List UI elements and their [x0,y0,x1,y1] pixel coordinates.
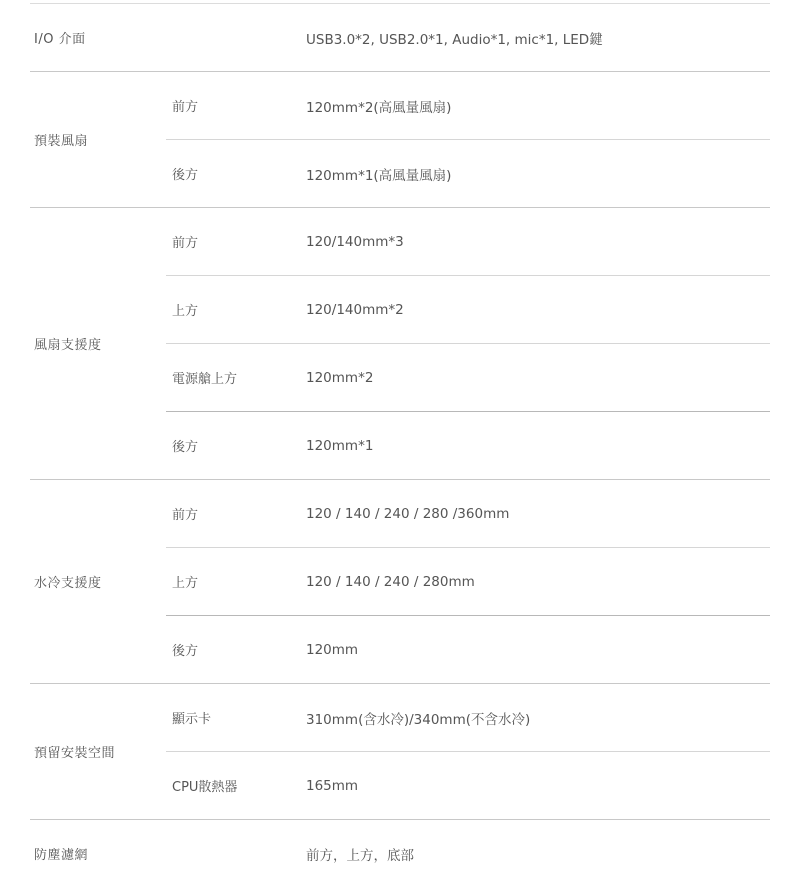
spec-row [166,343,770,411]
category-label: 預裝風扇 [34,134,89,149]
spec-value: 120/140mm*3 [306,233,404,250]
spec-value: 120/140mm*2 [306,301,404,318]
spec-section-dust-filter [30,819,770,887]
sub-label: 電源艙上方 [172,372,238,387]
spec-row [166,208,770,275]
spec-row [166,684,770,751]
spec-value: 120 / 140 / 240 / 280mm [306,573,475,590]
spec-row [166,820,770,887]
spec-value: 120mm*2(高風量風扇) [306,99,452,116]
sub-label: 後方 [172,440,199,455]
spec-rows [166,72,770,207]
spec-rows [166,208,770,479]
spec-section-preinstalled-fans [30,71,770,207]
spec-value: 120mm*1(高風量風扇) [306,167,452,184]
category-label: 防塵濾網 [34,848,89,863]
category-label: I/O 介面 [34,32,86,47]
sub-label: 後方 [172,644,199,659]
spec-value: 120 / 140 / 240 / 280 /360mm [306,505,510,522]
spec-rows [166,480,770,683]
spec-section-clearance [30,683,770,819]
spec-rows [166,684,770,819]
sub-label: CPU散熱器 [172,780,238,795]
spec-row [166,139,770,207]
spec-row [166,275,770,343]
spec-value: USB3.0*2, USB2.0*1, Audio*1, mic*1, LED鍵 [306,31,603,48]
spec-row [166,751,770,819]
sub-label: 前方 [172,508,199,523]
category-label: 風扇支援度 [34,338,102,353]
spec-row [166,615,770,683]
spec-row [166,480,770,547]
spec-rows [166,820,770,887]
sub-label: 前方 [172,100,199,115]
sub-label: 上方 [172,576,199,591]
spec-value: 120mm*1 [306,437,374,454]
sub-label: 上方 [172,304,199,319]
spec-rows [166,4,770,71]
category-label: 預留安裝空間 [34,746,116,761]
spec-section-liquid-cooling [30,479,770,683]
spec-row [166,547,770,615]
spec-value: 120mm [306,641,359,658]
spec-value: 310mm(含水冷)/340mm(不含水冷) [306,711,531,728]
spec-row [166,72,770,139]
spec-value: 120mm*2 [306,369,374,386]
spec-row [166,4,770,71]
sub-label: 顯示卡 [172,712,212,727]
sub-label: 前方 [172,236,199,251]
category-label: 水冷支援度 [34,576,102,591]
spec-value: 165mm [306,777,359,794]
sub-label: 後方 [172,168,199,183]
spec-row [166,411,770,479]
spec-table [30,3,770,887]
spec-section-fan-support [30,207,770,479]
spec-value: 前方，上方，底部 [306,847,414,864]
spec-section-io [30,3,770,71]
